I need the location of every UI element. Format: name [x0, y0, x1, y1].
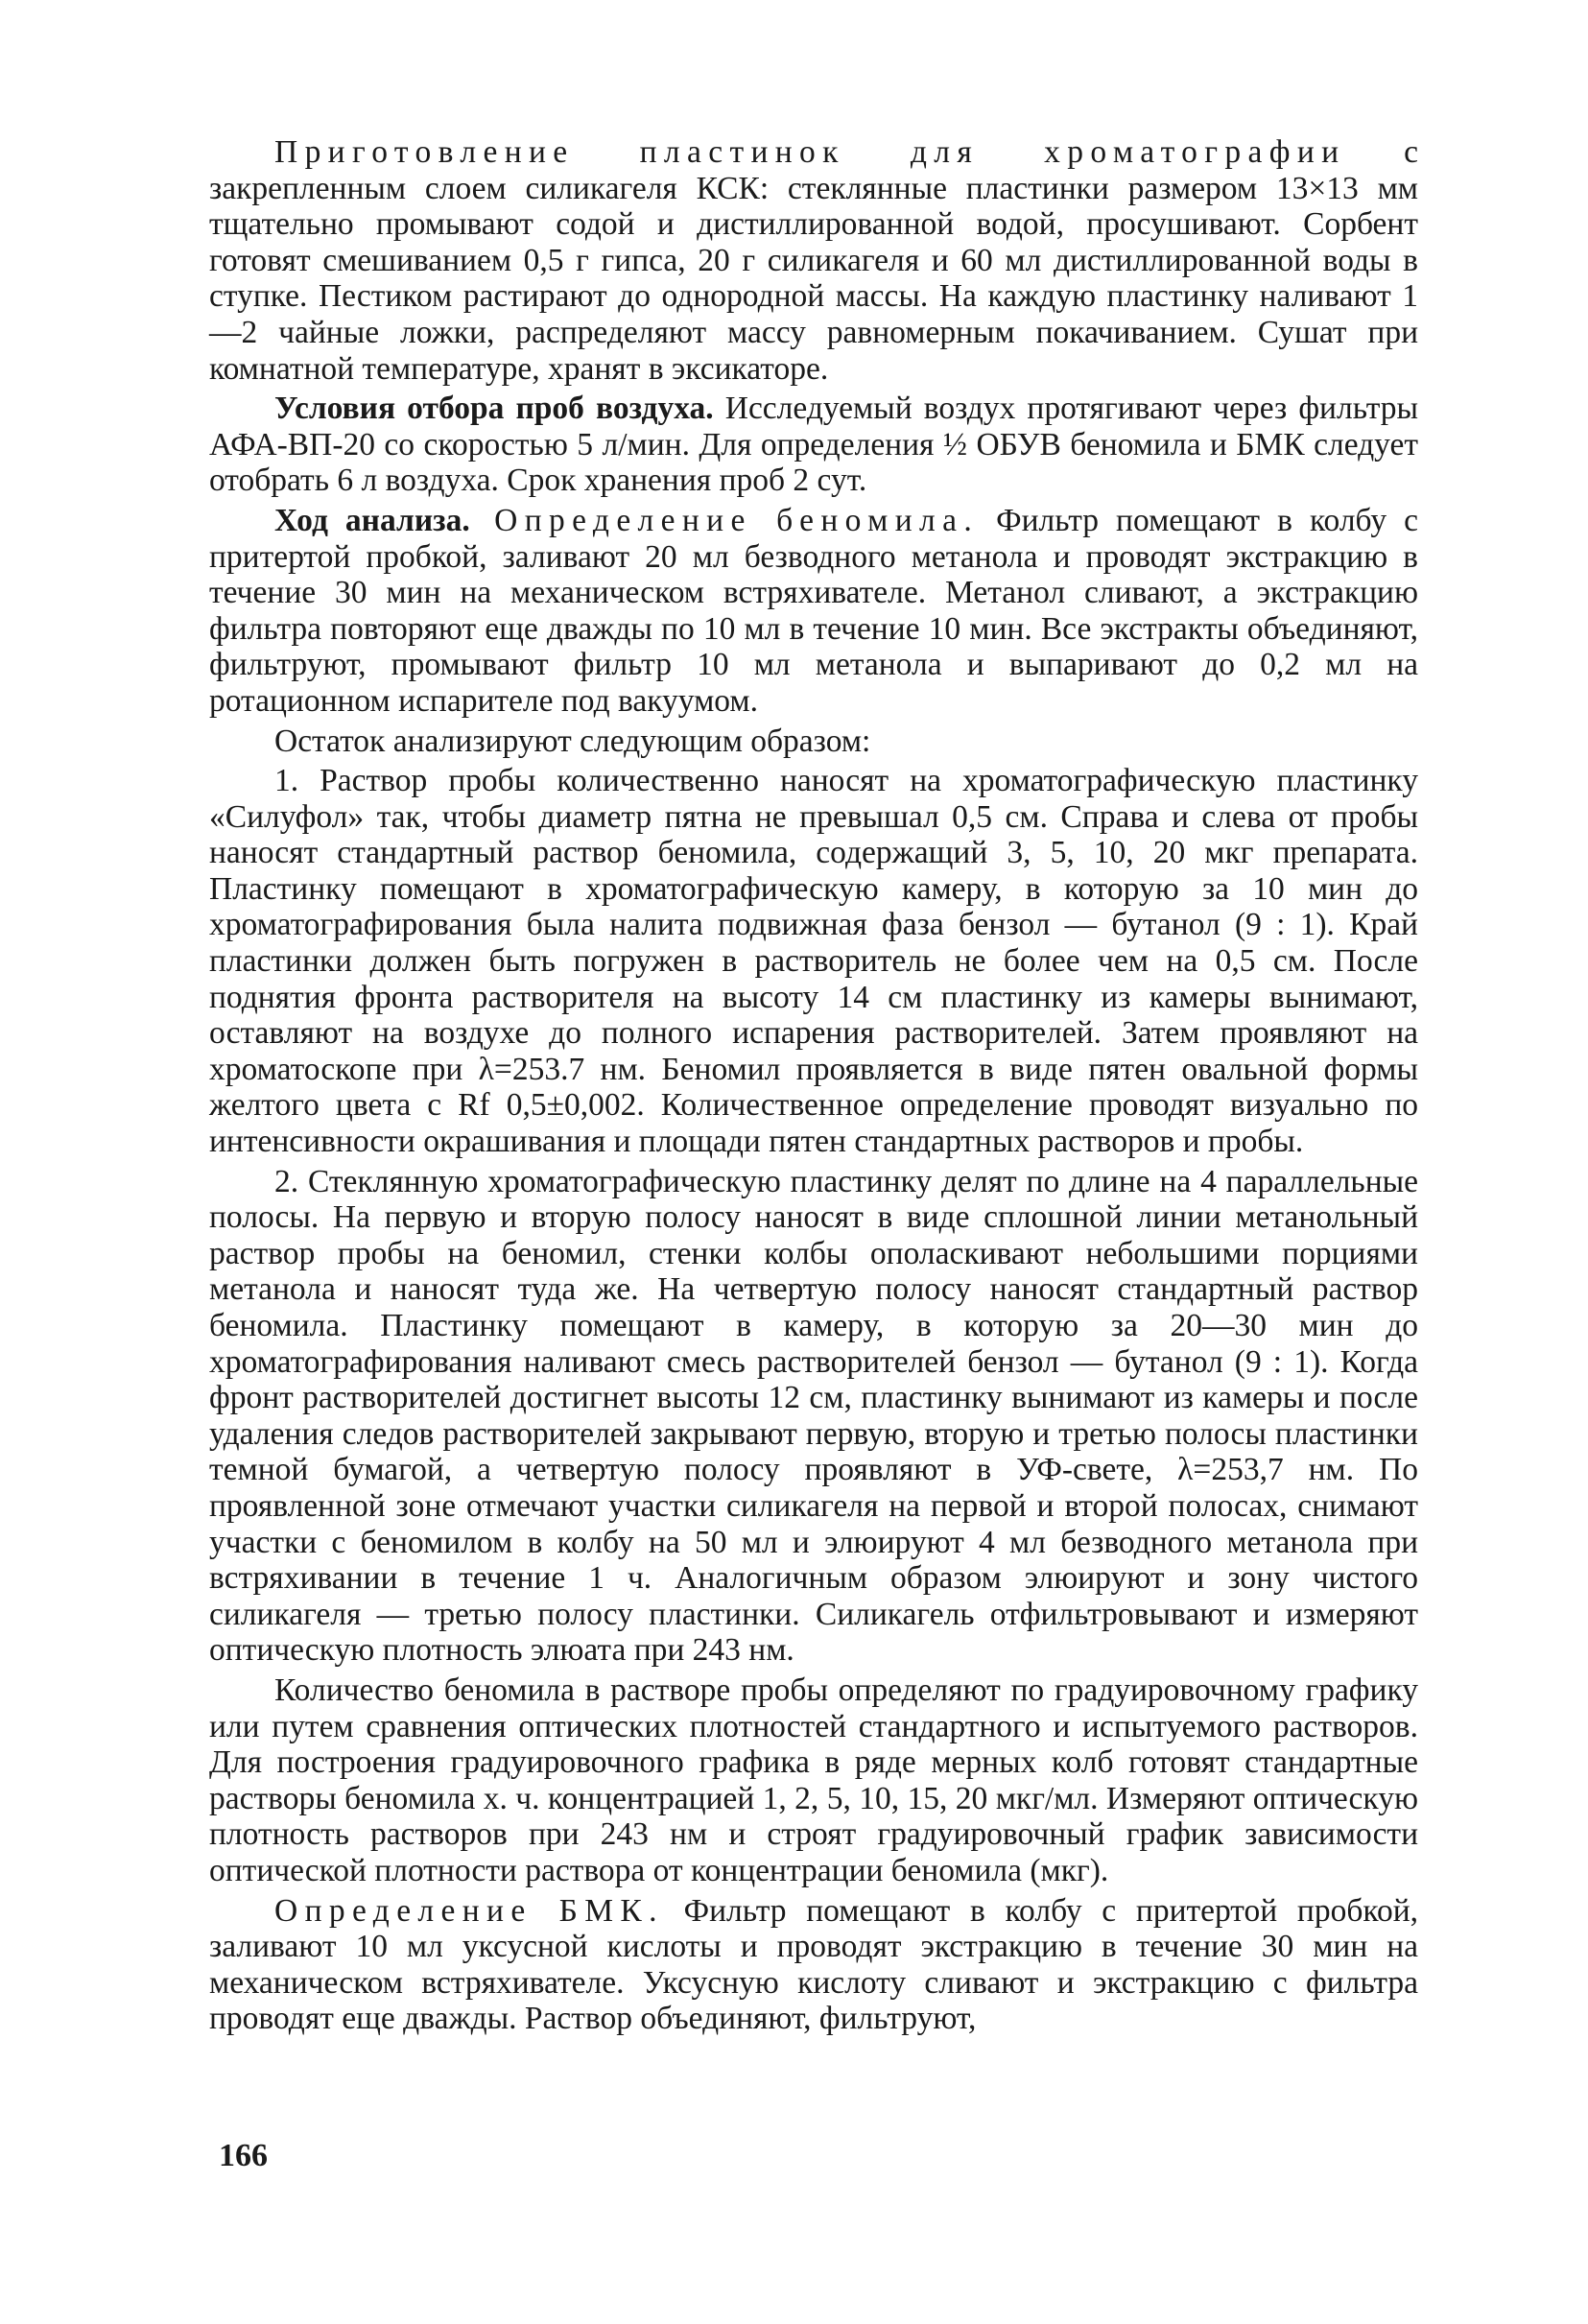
paragraph-text: Фильтр помещают в колбу с притертой пробкой, заливают 10 мл уксусной кислоты и проводят экстракцию в течение 30 мин на механическом встряхивателе. Уксусную кислоту сливают и экстракцию с фильтра проводят еще дважды. Раствор объединяют, фильтруют, — [209, 1892, 1418, 2037]
section-heading-analysis-procedure: Ход анализа. — [274, 502, 470, 538]
paragraph-plate-preparation — [209, 134, 1418, 387]
paragraph-text: 2. Стеклянную хроматографическую пластинку делят по длине на 4 параллельные полосы. На первую и вторую полосу наносят в виде сплошной линии метанольный раствор пробы на беномил, стенки колбы ополаскивают небольшими порциями метанола и наносят туда же. На четвертую полосу наносят стандартный раствор беномила. Пластинку помещают в камеру, в которую за 20—30 мин до хроматографирования наливают смесь растворителей бензол — бутанол (9 : 1). Когда фронт растворителей достигнет высоты 12 см, пластинку вынимают из камеры и после удаления следов растворителей закрывают первую, вторую и третью полосы пластинки темной бумагой, а четвертую полосу проявляют в УФ-свете, λ=253,7 нм. По проявленной зоне отмечают участки силикагеля на первой и второй полосах, снимают участки с беномилом в колбу на 50 мл и элюируют 4 мл безводного метанола при встряхивании в течение 1 ч. Аналогичным образом элюируют и зону чистого силикагеля — третью полосу пластинки. Силикагель отфильтровывают и измеряют оптическую плотность элюата при 243 нм. — [209, 1163, 1418, 1669]
paragraph-analysis-procedure — [209, 503, 1418, 720]
paragraph-text: Исследуемый воздух протягивают через фильтры АФА-ВП-20 со скоростью 5 л/мин. Для определения ½ ОБУВ беномила и БМК следует отобрать 6 л воздуха. Срок хранения проб 2 сут. — [209, 391, 1418, 499]
paragraph-sampling-conditions — [209, 391, 1418, 499]
paragraph-method-1 — [209, 763, 1418, 1160]
paragraph-text: Количество беномила в растворе пробы определяют по градуировочному графику или путем сравнения оптических плотностей стандартного и испытуемого растворов. Для построения градуировочного графика в ряде мерных колб готовят стандартные растворы беномила х. ч. концентрацией 1, 2, 5, 10, 15, 20 мкг/мл. Измеряют оптическую плотность растворов при 243 нм и строят градуировочный график зависимости оптической плотности раствора от концентрации беномила (мкг). — [209, 1672, 1418, 1888]
paragraph-method-2 — [209, 1164, 1418, 1669]
page-body — [209, 134, 1418, 2041]
paragraph-text: Фильтр помещают в колбу с притертой пробкой, заливают 20 мл безводного метанола и проводят экстракцию в течение 30 мин на механическом встряхивателе. Метанол сливают, а экстракцию фильтра повторяют еще дважды по 10 мл в течение 10 мин. Все экстракты объединяют, фильтруют, промывают фильтр 10 мл метанола и выпаривают до 0,2 мл на ротационном испарителе под вакуумом. — [209, 502, 1418, 719]
paragraph-quantification — [209, 1672, 1418, 1889]
subsection-heading-benomyl: Определение беномила. — [469, 502, 980, 538]
paragraph-text: 1. Раствор пробы количественно наносят на хроматографическую пластинку «Силуфол» так, чтобы диаметр пятна не превышал 0,5 см. Справа и слева от пробы наносят стандартный раствор беномила, содержащий 3, 5, 10, 20 мкг препарата. Пластинку помещают в хроматографическую камеру, в которую за 10 мин до хроматографирования была налита подвижная фаза бензол — бутанол (9 : 1). Край пластинки должен быть погружен в растворитель не более чем на 0,5 см. После поднятия фронта растворителя на высоту 14 см пластинку из камеры вынимают, оставляют на воздухе до полного испарения растворителей. Затем проявляют на хроматоскопе при λ=253.7 нм. Беномил проявляется в виде пятен овальной формы желтого цвета с Rf 0,5±0,002. Количественное определение проводят визуально по интенсивности окрашивания и площади пятен стандартных растворов и пробы. — [209, 763, 1418, 1160]
section-heading-sampling-conditions: Условия отбора проб воздуха. — [274, 391, 714, 427]
subsection-heading-bmk: Определение БМК. — [274, 1892, 664, 1929]
page-number: 166 — [219, 2138, 268, 2173]
paragraph-bmk-determination — [209, 1893, 1418, 2037]
paragraph-text: с закрепленным слоем силикагеля КСК: стеклянные пластинки размером 13×13 мм тщательно промывают содой и дистиллированной водой, просушивают. Сорбент готовят смешиванием 0,5 г гипса, 20 г силикагеля и 60 мл дистиллированной воды в ступке. Пестиком растирают до однородной массы. На каждую пластинку наливают 1—2 чайные ложки, распределяют массу равномерным покачиванием. Сушат при комнатной температуре, хранят в эксикаторе. — [209, 134, 1418, 387]
paragraph-residue-analysis — [209, 723, 1418, 760]
paragraph-text: Остаток анализируют следующим образом: — [274, 723, 871, 759]
section-heading-plate-preparation: Приготовление пластинок для хроматографии — [274, 134, 1346, 170]
